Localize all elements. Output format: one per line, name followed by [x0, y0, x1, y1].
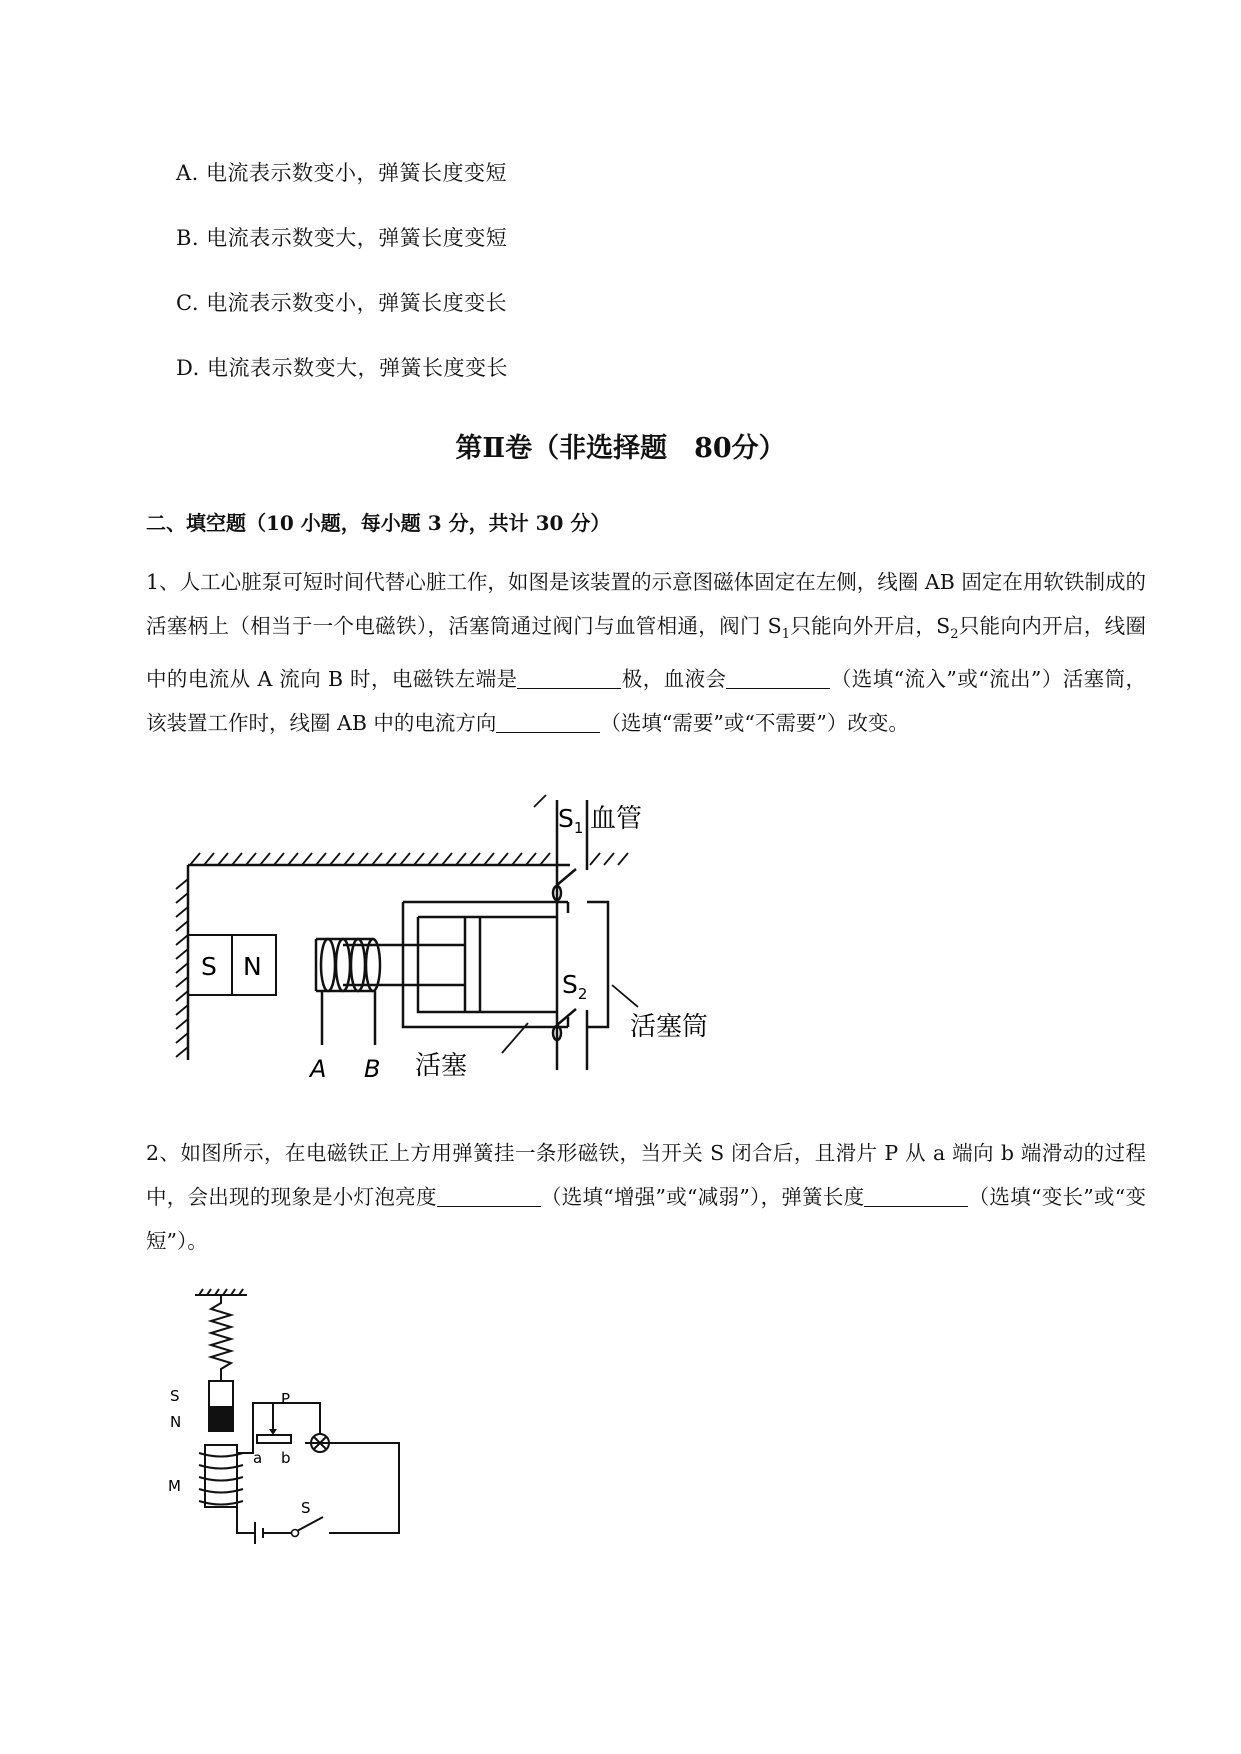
option-letter: B.	[176, 226, 200, 250]
q1-s2-sub: 2	[950, 627, 959, 643]
switch-contact-icon	[292, 1530, 299, 1537]
q1-text-5: （选填“流入”或“流出”）活塞筒，该装置工作时，线圈 AB 中的电流方向	[146, 667, 1147, 736]
magnet-n-label: N	[170, 1413, 182, 1431]
q1-s1-sub: 1	[781, 627, 790, 643]
answer-blank[interactable]	[437, 1184, 541, 1207]
q2-text-1: 2、如图所示，在电磁铁正上方用弹簧挂一条形磁铁，当开关 S 闭合后，且滑片 P 从 a 端向 b 端滑动的过程中，会出现的现象是小灯泡亮度	[146, 1141, 1146, 1209]
option-d	[176, 352, 508, 382]
heart-pump-figure	[160, 795, 740, 1095]
q2-text-3: （选填“变长”或“变短”）。	[146, 1185, 1146, 1253]
electromagnet-circuit-figure	[168, 1285, 415, 1540]
option-b	[176, 222, 507, 252]
q1-text-3: 只能向内开启，线圈中的电流从 A 流向 B 时，电磁铁左端是	[146, 614, 1147, 692]
option-text: 电流表示数变大，弹簧长度变短	[206, 226, 508, 250]
coil-a-label: A	[310, 1055, 327, 1083]
q1-text-4: 极，血液会	[621, 667, 727, 692]
piston-label: 活塞	[415, 1051, 468, 1081]
magnet-n-half	[209, 1406, 233, 1431]
switch-label: S	[301, 1499, 311, 1517]
answer-blank[interactable]	[726, 666, 830, 689]
option-letter: A.	[176, 161, 199, 185]
q2-text-2: （选填“增强”或“减弱”），弹簧长度	[540, 1185, 865, 1209]
cylinder-label: 活塞筒	[630, 1012, 709, 1042]
magnet-s-label: S	[170, 1387, 180, 1405]
question-1	[146, 560, 1146, 745]
magnet-s-label: S	[201, 952, 217, 981]
rheostat[interactable]	[257, 1435, 291, 1443]
slider-p-label: P	[281, 1390, 291, 1408]
end-b-label: b	[281, 1449, 291, 1467]
option-a	[176, 157, 507, 187]
option-letter: C.	[176, 291, 199, 315]
option-c	[176, 287, 507, 317]
answer-blank[interactable]	[864, 1184, 968, 1207]
option-text: 电流表示数变小，弹簧长度变短	[206, 161, 508, 185]
end-a-label: a	[253, 1449, 263, 1467]
q1-text-6: （选填“需要”或“不需要”）改变。	[600, 711, 909, 736]
option-text: 电流表示数变小，弹簧长度变长	[206, 291, 508, 315]
answer-blank[interactable]	[517, 666, 621, 689]
coil-m-label: M	[168, 1477, 181, 1495]
valve-s1-label: $S_1$	[558, 804, 584, 837]
coil-b-label: B	[364, 1055, 381, 1083]
magnet-n-label: N	[243, 952, 262, 981]
subsection-title: 二、填空题（10 小题，每小题 3 分，共计 30 分）	[146, 511, 611, 535]
option-letter: D.	[176, 356, 200, 380]
q1-text-1: 1、人工心脏泵可短时间代替心脏工作，如图是该装置的示意图磁体固定在左侧，线圈 AB 固定在用软铁制成的活塞柄上（相当于一个电磁铁），活塞筒通过阀门与血管相通，阀门 S	[146, 570, 1146, 638]
vessel-label: 血管	[590, 804, 643, 834]
valve-s2-label: $S_2$	[562, 970, 588, 1003]
option-text: 电流表示数变大，弹簧长度变长	[206, 356, 508, 380]
section-title: 第Ⅱ卷（非选择题 80分）	[455, 433, 786, 464]
question-2	[146, 1131, 1146, 1263]
q1-text-2: 只能向外开启，S	[789, 614, 951, 638]
answer-blank[interactable]	[496, 710, 600, 733]
